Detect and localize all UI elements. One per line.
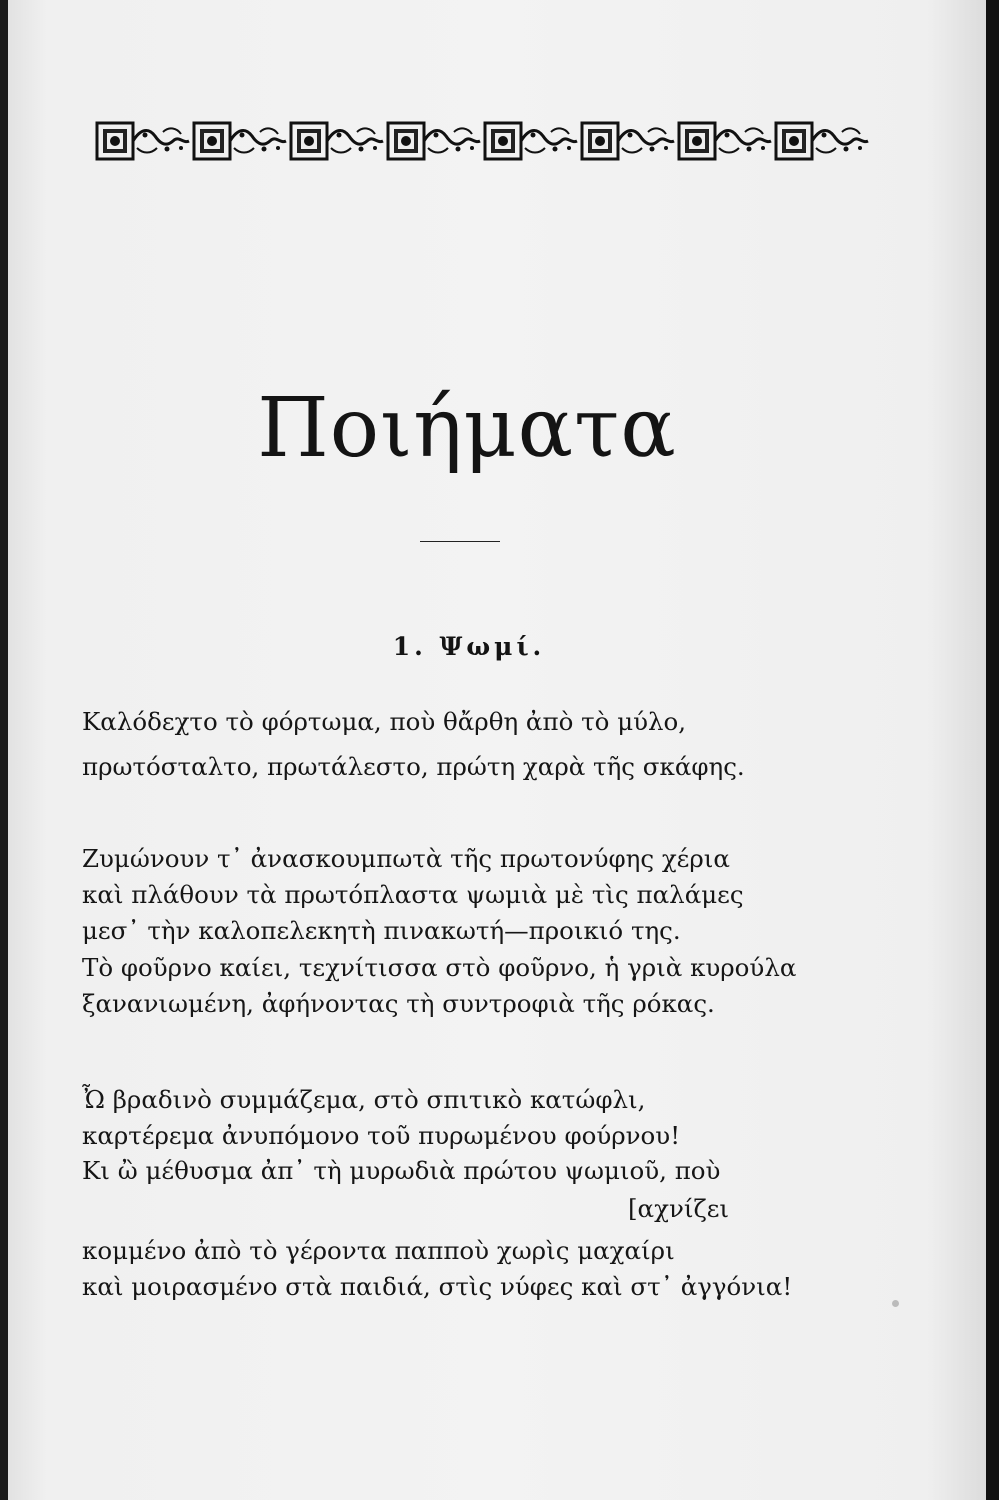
- poem-line: μεσ᾿ τὴν καλοπελεκητὴ πινακωτή—προικιό της.: [82, 916, 681, 945]
- scan-right-edge: [986, 0, 999, 1500]
- poem-line: Καλόδεχτο τὸ φόρτωμα, ποὺ θἄρθη ἀπὸ τὸ μύλο,: [82, 707, 687, 736]
- poem-line: Τὸ φοῦρνο καίει, τεχνίτισσα στὸ φοῦρνο, ἡ γριὰ κυρούλα: [82, 953, 797, 982]
- paper-speck: [892, 1300, 899, 1307]
- book-page: [8, 0, 986, 1500]
- poem-line: κομμένο ἀπὸ τὸ γέροντα παπποὺ χωρὶς μαχαίρι: [82, 1236, 675, 1265]
- poem-line: καὶ πλάθουν τὰ πρωτόπλαστα ψωμιὰ μὲ τὶς παλάμες: [82, 880, 744, 909]
- poem-line-turnover: [αχνίζει: [628, 1194, 730, 1223]
- poem-line: Ὦ βραδινὸ συμμάζεμα, στὸ σπιτικὸ κατώφλι,: [82, 1085, 646, 1114]
- poem-line: ξανανιωμένη, ἀφήνοντας τὴ συντροφιὰ τῆς ρόκας.: [82, 989, 715, 1018]
- scan-left-edge: [0, 0, 8, 1500]
- poem-title: 1. Ψωμί.: [392, 632, 546, 661]
- decorative-ornament-band: [93, 118, 871, 164]
- poem-line: καὶ μοιρασμένο στὰ παιδιά, στὶς νύφες καὶ στ᾿ ἀγγόνια!: [82, 1272, 793, 1301]
- poem-line: Κι ὢ μέθυσμα ἀπ᾿ τὴ μυρωδιὰ πρώτου ψωμιοῦ, ποὺ: [82, 1156, 721, 1185]
- poem-line: πρωτόσταλτο, πρωτάλεστο, πρώτη χαρὰ τῆς σκάφης.: [82, 752, 745, 781]
- page-title: Ποιήματα: [257, 381, 677, 476]
- title-rule: [420, 541, 500, 542]
- poem-line: καρτέρεμα ἀνυπόμονο τοῦ πυρωμένου φούρνου!: [82, 1121, 681, 1150]
- poem-line: Ζυμώνουν τ᾿ ἀνασκουμπωτὰ τῆς πρωτονύφης χέρια: [82, 844, 730, 873]
